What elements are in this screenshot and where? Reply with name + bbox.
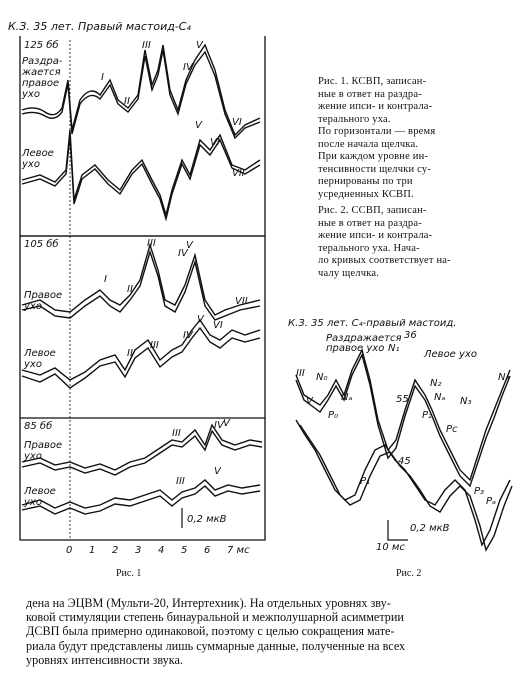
f2-peak-N2: N₂ <box>430 378 442 389</box>
f2-peak-N4: N₄ <box>498 372 510 383</box>
f2-peak-N0: N₀ <box>316 372 328 383</box>
f2-label-45: 45 <box>398 456 411 467</box>
caption1-line: ные в ответ на раздра- <box>318 88 422 100</box>
figure1-title: К.З. 35 лет. Правый мастоид-C₄ <box>8 20 191 33</box>
caption2-line: ло кривых соответствует на- <box>318 255 451 266</box>
caption1-line: усредненных КСВП. <box>318 188 414 200</box>
p3-peak-V-b: V <box>214 466 221 477</box>
p1-peak-VII-b: VII <box>232 168 245 179</box>
f2-trace-c <box>296 420 510 545</box>
p3-label-bottom: Левое ухо <box>24 486 56 508</box>
p1-peak-I: I <box>101 72 104 83</box>
fig1-scale-label: 0,2 мкВ <box>187 514 227 525</box>
p2-peak-II-b: II <box>127 348 133 359</box>
p2-peak-VI-b: VI <box>213 320 223 331</box>
p1-label-bottom: Левое ухо <box>22 148 54 170</box>
figure2-title: К.З. 35 лет. C₄-правый мастоид. <box>288 318 457 329</box>
f2-peak-P3: P₃ <box>474 486 485 497</box>
p3-peak-III-b: III <box>176 476 185 487</box>
p2-intensity: 105 бб <box>24 239 59 250</box>
f2-peak-P1: P₁ <box>360 476 371 487</box>
body-line: риала будут представлены лишь суммарные данные, полученные на всех <box>26 638 406 653</box>
f2-peak-P2: P₂ <box>422 410 433 421</box>
x-tick-7: 7 мс <box>227 545 250 556</box>
f2-scale-v: 0,2 мкВ <box>410 523 450 534</box>
p2-peak-I: I <box>104 274 107 285</box>
p1-intensity: 125 бб <box>24 40 59 51</box>
figure2-caption-label: Рис. 2 <box>396 568 422 579</box>
p1-peak-V: V <box>196 40 203 51</box>
x-tick-0: 0 <box>66 545 73 556</box>
caption2-line: Рис. 2. ССВП, записан- <box>318 205 427 216</box>
f2-peak-III: III <box>296 368 305 379</box>
f2-peak-Na: Nₐ <box>341 392 353 403</box>
p3-peak-IV: IV <box>214 420 224 431</box>
caption1-line: При каждом уровне ин- <box>318 151 429 162</box>
p3-intensity: 85 бб <box>24 421 53 432</box>
f2-scale-t: 10 мс <box>376 542 405 553</box>
body-line: ДСВП была примерно одинаковой, поэтому с целью сокращения мате- <box>26 624 395 639</box>
f2-peak-Pa: Pₐ <box>486 496 496 507</box>
f2-peak-V: V <box>306 396 313 407</box>
p2-peak-IV: IV <box>178 248 188 259</box>
body-paragraph <box>26 596 506 667</box>
caption2-line: жение ипси- и контрала- <box>318 230 433 241</box>
caption2-line: ные в ответ на раздра- <box>318 217 422 229</box>
x-tick-2: 2 <box>112 545 119 556</box>
caption2-line: чалу щелчка. <box>318 267 380 279</box>
p1-peak-V-b: V <box>195 120 202 131</box>
caption1-line: тенсивности щелчки су- <box>318 163 432 175</box>
p2-label-bottom: Левое ухо <box>24 348 56 370</box>
f2-peak-P0: P₀ <box>328 410 339 421</box>
caption1-line: после начала щелчка. <box>318 138 419 150</box>
x-tick-6: 6 <box>204 545 211 556</box>
f2-label-55: 55 <box>396 394 409 405</box>
p1-peak-VI: VI <box>232 117 242 128</box>
caption1-line: Рис. 1. КСВП, записан- <box>318 76 427 87</box>
p3-peak-III: III <box>172 428 181 439</box>
p1-peak-III: III <box>142 40 151 51</box>
fig2-scale-bar <box>388 520 408 540</box>
caption1-line: пернированы по три <box>318 176 413 187</box>
p2-label-top: Правое ухо <box>24 290 63 312</box>
x-tick-4: 4 <box>158 545 165 556</box>
f2-peak-N1: N₁ <box>388 343 400 354</box>
p3-label-top: Правое ухо <box>24 440 63 462</box>
p1-peak-IV: IV <box>183 62 193 73</box>
p2-peak-V: V <box>186 240 193 251</box>
body-line: ковой стимуляции степень бинауральной и межполушарной асимметрии <box>26 610 404 625</box>
body-line: дена на ЭЦВМ (Мульти-20, Интертехник). На отдельных уровнях зву- <box>26 596 391 610</box>
caption1-line: терального уха. <box>318 113 391 125</box>
p2-peak-III: III <box>147 238 156 249</box>
caption1-line: По горизонтали — время <box>318 126 436 137</box>
f2-label-left: Левое ухо <box>424 349 477 360</box>
f2-label-36: 36 <box>404 330 417 341</box>
x-tick-5: 5 <box>181 545 188 556</box>
caption1-line: жение ипси- и контрала- <box>318 101 433 112</box>
p1-label-top: Раздра- жается правое ухо <box>22 56 63 100</box>
f2-label-right: Раздражается правое ухо <box>326 333 402 354</box>
caption2-line: терального уха. Нача- <box>318 242 420 254</box>
p2-peak-VII: VII <box>235 296 248 307</box>
p2-peak-III-b: III <box>150 340 159 351</box>
p2-peak-II: II <box>127 284 133 295</box>
x-tick-1: 1 <box>89 545 96 556</box>
x-tick-3: 3 <box>135 545 142 556</box>
p2-peak-V-b: V <box>197 314 204 325</box>
p3-peak-V: V <box>223 418 230 429</box>
p1-peak-VI-b: VI <box>210 137 220 148</box>
f2-peak-Pc: Pc <box>446 424 458 435</box>
figure1-caption-label: Рис. 1 <box>116 568 142 579</box>
body-line: уровнях интенсивности звука. <box>26 652 183 667</box>
p2-peak-IV-b: IV <box>183 330 193 341</box>
f2-peak-N3: N₃ <box>460 396 472 407</box>
f2-peak-Na-2: Nₐ <box>434 392 446 403</box>
p1-peak-II: II <box>124 96 130 107</box>
